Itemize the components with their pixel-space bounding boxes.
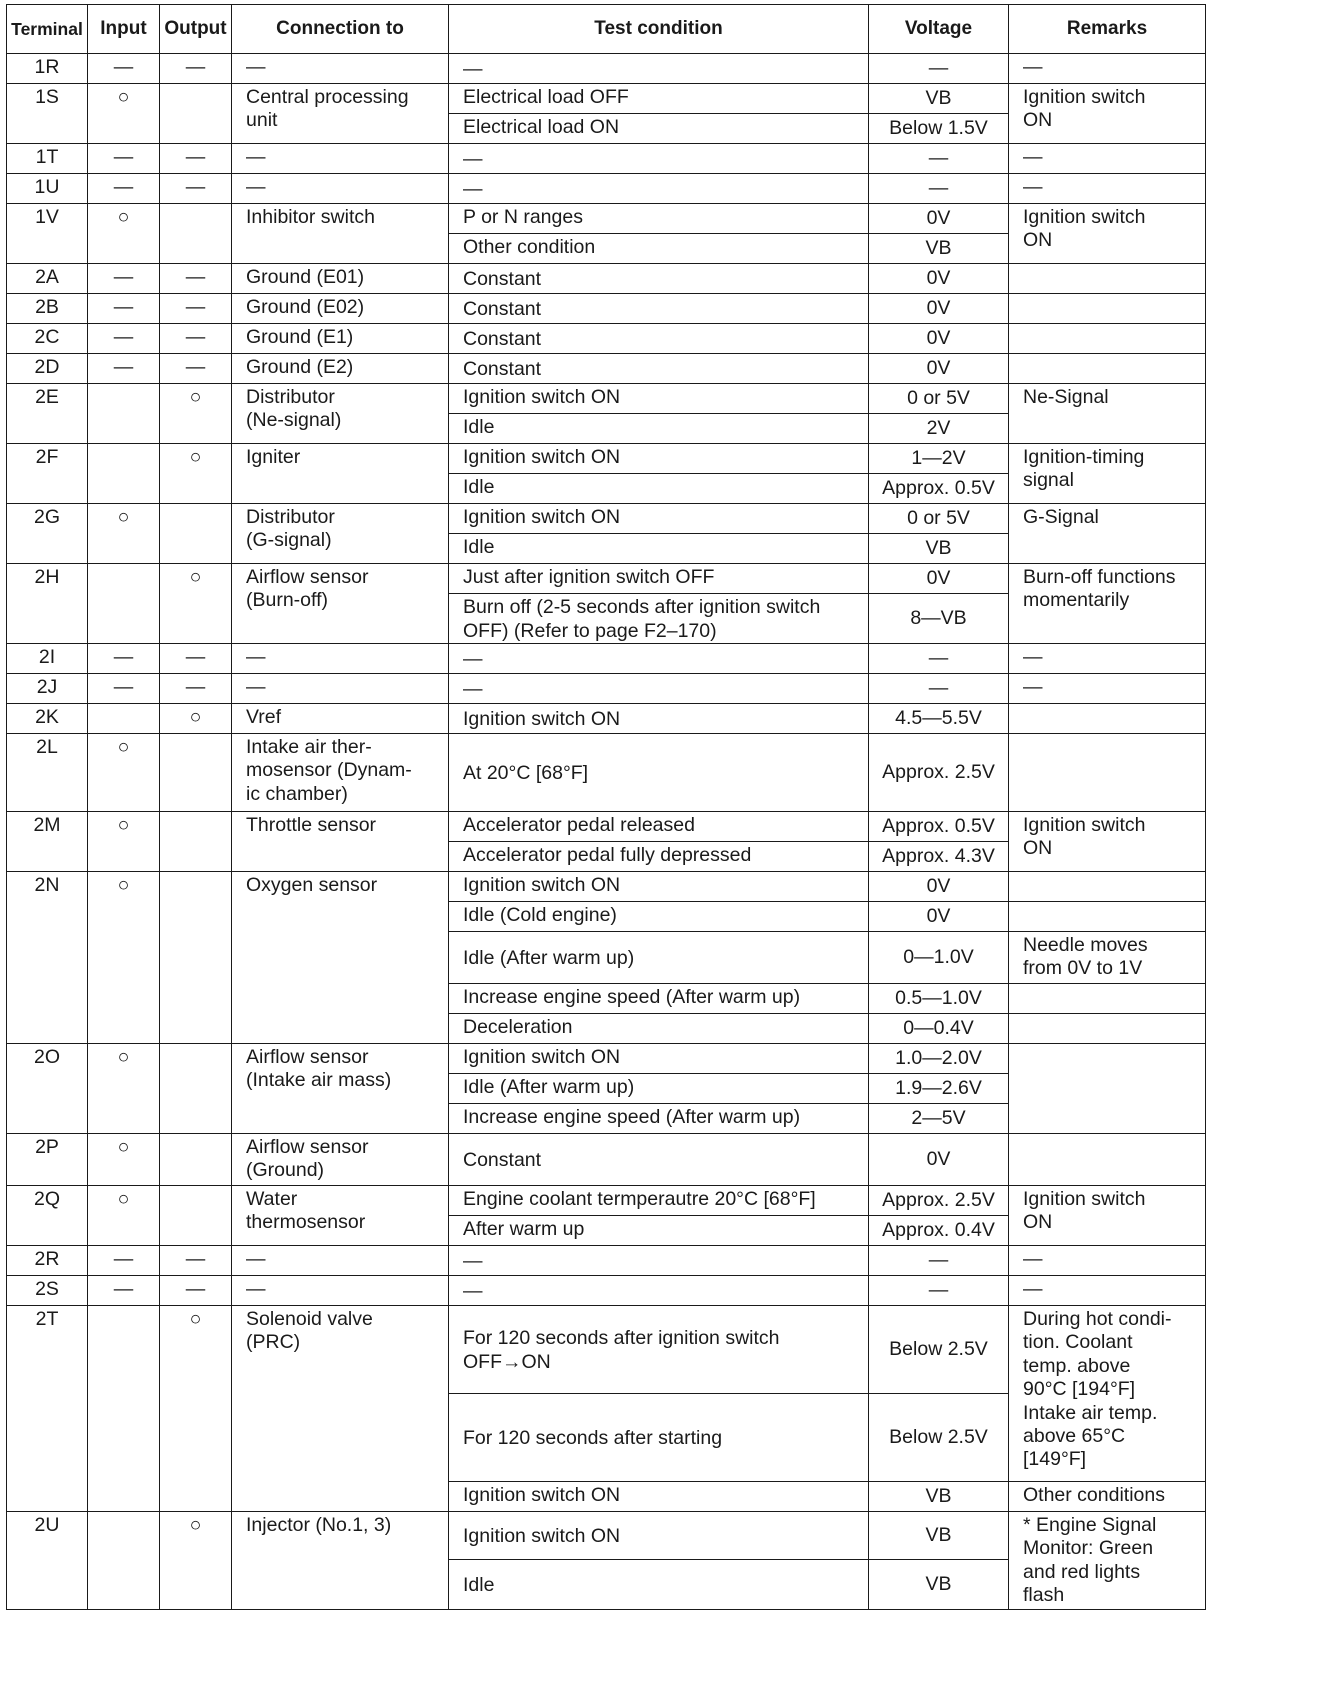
- voltage-cell: VB: [869, 1560, 1009, 1610]
- terminal-cell: 2J: [7, 674, 88, 704]
- table-row: [7, 1512, 1206, 1560]
- table-row: [7, 734, 1206, 812]
- table-row: [7, 1306, 1206, 1394]
- table-row: [7, 1246, 1206, 1276]
- remarks-cell: [1009, 734, 1206, 812]
- test-condition-cell: Ignition switch ON: [449, 504, 869, 534]
- connection-cell: Distributor (G-signal): [232, 504, 449, 564]
- voltage-cell: 0V: [869, 564, 1009, 594]
- input-mark: —: [88, 144, 160, 174]
- voltage-cell: 0V: [869, 264, 1009, 294]
- output-mark: ○: [160, 384, 232, 444]
- terminal-cell: 2O: [7, 1044, 88, 1134]
- terminal-cell: 2A: [7, 264, 88, 294]
- input-mark: —: [88, 674, 160, 704]
- voltage-cell: Approx. 4.3V: [869, 842, 1009, 872]
- input-mark: —: [88, 324, 160, 354]
- table-row: [7, 1276, 1206, 1306]
- remarks-cell: G-Signal: [1009, 504, 1206, 564]
- header-row: [7, 5, 1206, 54]
- remarks-cell: [1009, 984, 1206, 1014]
- test-condition-cell: —: [449, 174, 869, 204]
- test-condition-cell: Constant: [449, 1134, 869, 1186]
- input-mark: ○: [88, 872, 160, 1044]
- remarks-cell: Needle moves from 0V to 1V: [1009, 932, 1206, 984]
- voltage-cell: Below 1.5V: [869, 114, 1009, 144]
- voltage-cell: VB: [869, 534, 1009, 564]
- voltage-cell: 0V: [869, 1134, 1009, 1186]
- test-condition-cell: Ignition switch ON: [449, 872, 869, 902]
- test-condition-cell: Ignition switch ON: [449, 444, 869, 474]
- test-condition-cell: After warm up: [449, 1216, 869, 1246]
- test-condition-cell: —: [449, 1276, 869, 1306]
- connection-cell: Distributor (Ne-signal): [232, 384, 449, 444]
- test-condition-cell: Idle: [449, 474, 869, 504]
- voltage-cell: 0V: [869, 872, 1009, 902]
- connection-cell: Throttle sensor: [232, 812, 449, 872]
- test-condition-cell: —: [449, 144, 869, 174]
- remarks-cell: Other conditions: [1009, 1482, 1206, 1512]
- voltage-cell: 0.5—1.0V: [869, 984, 1009, 1014]
- remarks-cell: Ignition switch ON: [1009, 1186, 1206, 1246]
- output-mark: ○: [160, 444, 232, 504]
- terminal-cell: 2D: [7, 354, 88, 384]
- remarks-cell: —: [1009, 1276, 1206, 1306]
- remarks-cell: Ne-Signal: [1009, 384, 1206, 444]
- test-condition-cell: —: [449, 644, 869, 674]
- connection-cell: Igniter: [232, 444, 449, 504]
- test-condition-cell: Constant: [449, 324, 869, 354]
- connection-cell: Injector (No.1, 3): [232, 1512, 449, 1610]
- remarks-cell: [1009, 872, 1206, 902]
- voltage-cell: Below 2.5V: [869, 1394, 1009, 1482]
- table-row: [7, 204, 1206, 234]
- voltage-cell: VB: [869, 84, 1009, 114]
- output-mark: —: [160, 1246, 232, 1276]
- input-mark: —: [88, 354, 160, 384]
- terminal-cell: 2P: [7, 1134, 88, 1186]
- terminal-cell: 2M: [7, 812, 88, 872]
- remarks-cell: —: [1009, 144, 1206, 174]
- test-condition-cell: Ignition switch ON: [449, 1044, 869, 1074]
- voltage-cell: 0V: [869, 902, 1009, 932]
- table-row: [7, 644, 1206, 674]
- remarks-cell: —: [1009, 54, 1206, 84]
- voltage-cell: 1—2V: [869, 444, 1009, 474]
- connection-cell: Airflow sensor (Burn-off): [232, 564, 449, 644]
- table-row: [7, 174, 1206, 204]
- remarks-cell: During hot condi- tion. Coolant temp. above 90°C [194°F] Intake air temp. above 65°C [149°F]: [1009, 1306, 1206, 1482]
- voltage-cell: 0 or 5V: [869, 504, 1009, 534]
- connection-cell: Vref: [232, 704, 449, 734]
- terminal-cell: 1S: [7, 84, 88, 144]
- remarks-cell: Ignition-timing signal: [1009, 444, 1206, 504]
- remarks-cell: [1009, 264, 1206, 294]
- output-mark: —: [160, 644, 232, 674]
- output-mark: [160, 1044, 232, 1134]
- input-mark: ○: [88, 1134, 160, 1186]
- table-row: [7, 144, 1206, 174]
- terminal-cell: 1U: [7, 174, 88, 204]
- remarks-cell: Ignition switch ON: [1009, 204, 1206, 264]
- output-mark: —: [160, 354, 232, 384]
- test-condition-cell: Increase engine speed (After warm up): [449, 984, 869, 1014]
- output-mark: [160, 84, 232, 144]
- voltage-cell: 0—0.4V: [869, 1014, 1009, 1044]
- voltage-cell: 2—5V: [869, 1104, 1009, 1134]
- voltage-cell: 8—VB: [869, 594, 1009, 644]
- table-row: [7, 324, 1206, 354]
- connection-cell: —: [232, 1276, 449, 1306]
- test-condition-cell: At 20°C [68°F]: [449, 734, 869, 812]
- input-mark: —: [88, 1246, 160, 1276]
- remarks-cell: —: [1009, 674, 1206, 704]
- output-mark: ○: [160, 1512, 232, 1610]
- input-mark: ○: [88, 1044, 160, 1134]
- output-mark: [160, 812, 232, 872]
- table-row: [7, 872, 1206, 902]
- header-terminal: Terminal: [7, 5, 88, 54]
- input-mark: ○: [88, 1186, 160, 1246]
- connection-cell: Central processing unit: [232, 84, 449, 144]
- voltage-cell: 0 or 5V: [869, 384, 1009, 414]
- voltage-cell: —: [869, 1276, 1009, 1306]
- table-body: [7, 54, 1206, 1610]
- input-mark: ○: [88, 812, 160, 872]
- output-mark: ○: [160, 1306, 232, 1512]
- remarks-cell: [1009, 1134, 1206, 1186]
- voltage-cell: Approx. 2.5V: [869, 734, 1009, 812]
- voltage-cell: —: [869, 174, 1009, 204]
- connection-cell: —: [232, 644, 449, 674]
- test-condition-cell: Idle: [449, 534, 869, 564]
- output-mark: [160, 1134, 232, 1186]
- table-row: [7, 1186, 1206, 1216]
- connection-cell: —: [232, 144, 449, 174]
- table-row: [7, 674, 1206, 704]
- terminal-cell: 2R: [7, 1246, 88, 1276]
- input-mark: ○: [88, 504, 160, 564]
- test-condition-cell: Ignition switch ON: [449, 384, 869, 414]
- header-output: Output: [160, 5, 232, 54]
- voltage-cell: 0—1.0V: [869, 932, 1009, 984]
- remarks-cell: [1009, 354, 1206, 384]
- test-condition-cell: Constant: [449, 294, 869, 324]
- output-mark: [160, 1186, 232, 1246]
- voltage-cell: 0V: [869, 324, 1009, 354]
- test-condition-cell: Ignition switch ON: [449, 1512, 869, 1560]
- voltage-cell: 1.9—2.6V: [869, 1074, 1009, 1104]
- input-mark: —: [88, 264, 160, 294]
- voltage-cell: 4.5—5.5V: [869, 704, 1009, 734]
- voltage-cell: Approx. 0.5V: [869, 812, 1009, 842]
- header-input: Input: [88, 5, 160, 54]
- test-condition-cell: For 120 seconds after ignition switch OFF→ON: [449, 1306, 869, 1394]
- table-row: [7, 294, 1206, 324]
- output-mark: —: [160, 174, 232, 204]
- header-voltage: Voltage: [869, 5, 1009, 54]
- voltage-cell: —: [869, 674, 1009, 704]
- remarks-cell: Burn-off functions momentarily: [1009, 564, 1206, 644]
- voltage-cell: VB: [869, 1512, 1009, 1560]
- remarks-cell: Ignition switch ON: [1009, 812, 1206, 872]
- terminal-cell: 2H: [7, 564, 88, 644]
- voltage-cell: —: [869, 144, 1009, 174]
- test-condition-cell: Idle: [449, 414, 869, 444]
- voltage-cell: —: [869, 1246, 1009, 1276]
- voltage-cell: VB: [869, 1482, 1009, 1512]
- terminal-cell: 1T: [7, 144, 88, 174]
- header-remarks: Remarks: [1009, 5, 1206, 54]
- input-mark: —: [88, 54, 160, 84]
- remarks-cell: [1009, 294, 1206, 324]
- output-mark: —: [160, 294, 232, 324]
- input-mark: [88, 444, 160, 504]
- test-condition-cell: Burn off (2-5 seconds after ignition switch OFF) (Refer to page F2–170): [449, 594, 869, 644]
- input-mark: [88, 1512, 160, 1610]
- table-row: [7, 504, 1206, 534]
- connection-cell: Ground (E01): [232, 264, 449, 294]
- remarks-cell: Ignition switch ON: [1009, 84, 1206, 144]
- test-condition-cell: P or N ranges: [449, 204, 869, 234]
- remarks-cell: —: [1009, 174, 1206, 204]
- terminal-cell: 2G: [7, 504, 88, 564]
- voltage-cell: —: [869, 644, 1009, 674]
- terminal-cell: 1R: [7, 54, 88, 84]
- remarks-cell: [1009, 1014, 1206, 1044]
- voltage-cell: 0V: [869, 294, 1009, 324]
- connection-cell: Ground (E2): [232, 354, 449, 384]
- input-mark: [88, 704, 160, 734]
- input-mark: ○: [88, 734, 160, 812]
- table-row: [7, 704, 1206, 734]
- test-condition-cell: For 120 seconds after starting: [449, 1394, 869, 1482]
- table-row: [7, 564, 1206, 594]
- output-mark: —: [160, 674, 232, 704]
- test-condition-cell: Ignition switch ON: [449, 1482, 869, 1512]
- voltage-cell: Approx. 2.5V: [869, 1186, 1009, 1216]
- remarks-cell: [1009, 902, 1206, 932]
- voltage-cell: Below 2.5V: [869, 1306, 1009, 1394]
- test-condition-cell: Electrical load ON: [449, 114, 869, 144]
- table-row: [7, 354, 1206, 384]
- connection-cell: Ground (E02): [232, 294, 449, 324]
- input-mark: ○: [88, 84, 160, 144]
- voltage-cell: 0V: [869, 204, 1009, 234]
- input-mark: ○: [88, 204, 160, 264]
- connection-cell: —: [232, 54, 449, 84]
- table-row: [7, 444, 1206, 474]
- terminal-cell: 2T: [7, 1306, 88, 1512]
- test-condition-cell: Ignition switch ON: [449, 704, 869, 734]
- connection-cell: —: [232, 1246, 449, 1276]
- input-mark: [88, 1306, 160, 1512]
- test-condition-cell: Just after ignition switch OFF: [449, 564, 869, 594]
- test-condition-cell: —: [449, 1246, 869, 1276]
- test-condition-cell: Deceleration: [449, 1014, 869, 1044]
- remarks-cell: [1009, 324, 1206, 354]
- voltage-cell: Approx. 0.4V: [869, 1216, 1009, 1246]
- terminal-cell: 2U: [7, 1512, 88, 1610]
- voltage-cell: 2V: [869, 414, 1009, 444]
- table-row: [7, 54, 1206, 84]
- remarks-cell: [1009, 704, 1206, 734]
- test-condition-cell: Constant: [449, 354, 869, 384]
- terminal-cell: 2Q: [7, 1186, 88, 1246]
- voltage-cell: 1.0—2.0V: [869, 1044, 1009, 1074]
- connection-cell: —: [232, 674, 449, 704]
- terminal-cell: 2L: [7, 734, 88, 812]
- table-row: [7, 84, 1206, 114]
- terminal-cell: 1V: [7, 204, 88, 264]
- test-condition-cell: Increase engine speed (After warm up): [449, 1104, 869, 1134]
- output-mark: ○: [160, 704, 232, 734]
- table-row: [7, 264, 1206, 294]
- voltage-cell: —: [869, 54, 1009, 84]
- test-condition-cell: Constant: [449, 264, 869, 294]
- connection-cell: Water thermosensor: [232, 1186, 449, 1246]
- voltage-cell: Approx. 0.5V: [869, 474, 1009, 504]
- terminal-cell: 2N: [7, 872, 88, 1044]
- remarks-cell: —: [1009, 644, 1206, 674]
- input-mark: —: [88, 294, 160, 324]
- test-condition-cell: Idle (After warm up): [449, 1074, 869, 1104]
- output-mark: ○: [160, 564, 232, 644]
- output-mark: —: [160, 264, 232, 294]
- table-row: [7, 1044, 1206, 1074]
- remarks-cell: [1009, 1044, 1206, 1134]
- output-mark: [160, 504, 232, 564]
- connection-cell: Oxygen sensor: [232, 872, 449, 1044]
- input-mark: [88, 384, 160, 444]
- connection-cell: Airflow sensor (Ground): [232, 1134, 449, 1186]
- test-condition-cell: —: [449, 54, 869, 84]
- test-condition-cell: Idle (Cold engine): [449, 902, 869, 932]
- terminal-cell: 2I: [7, 644, 88, 674]
- test-condition-cell: —: [449, 674, 869, 704]
- header-connection: Connection to: [232, 5, 449, 54]
- output-mark: —: [160, 324, 232, 354]
- remarks-cell: * Engine Signal Monitor: Green and red lights flash: [1009, 1512, 1206, 1610]
- test-condition-cell: Accelerator pedal released: [449, 812, 869, 842]
- output-mark: [160, 204, 232, 264]
- terminal-cell: 2B: [7, 294, 88, 324]
- input-mark: [88, 564, 160, 644]
- test-condition-cell: Engine coolant termperautre 20°C [68°F]: [449, 1186, 869, 1216]
- header-test-condition: Test condition: [449, 5, 869, 54]
- connection-cell: —: [232, 174, 449, 204]
- terminal-voltage-table: [6, 4, 1206, 1610]
- remarks-cell: —: [1009, 1246, 1206, 1276]
- test-condition-cell: Accelerator pedal fully depressed: [449, 842, 869, 872]
- test-condition-cell: Idle (After warm up): [449, 932, 869, 984]
- connection-cell: Airflow sensor (Intake air mass): [232, 1044, 449, 1134]
- connection-cell: Inhibitor switch: [232, 204, 449, 264]
- table-row: [7, 1134, 1206, 1186]
- test-condition-cell: Idle: [449, 1560, 869, 1610]
- output-mark: —: [160, 1276, 232, 1306]
- connection-cell: Ground (E1): [232, 324, 449, 354]
- input-mark: —: [88, 174, 160, 204]
- table-row: [7, 384, 1206, 414]
- terminal-cell: 2C: [7, 324, 88, 354]
- test-condition-cell: Electrical load OFF: [449, 84, 869, 114]
- output-mark: —: [160, 54, 232, 84]
- terminal-cell: 2S: [7, 1276, 88, 1306]
- connection-cell: Solenoid valve (PRC): [232, 1306, 449, 1512]
- test-condition-cell: Other condition: [449, 234, 869, 264]
- terminal-cell: 2F: [7, 444, 88, 504]
- input-mark: —: [88, 644, 160, 674]
- connection-cell: Intake air ther- mosensor (Dynam- ic chamber): [232, 734, 449, 812]
- voltage-cell: 0V: [869, 354, 1009, 384]
- output-mark: [160, 734, 232, 812]
- terminal-cell: 2K: [7, 704, 88, 734]
- output-mark: [160, 872, 232, 1044]
- output-mark: —: [160, 144, 232, 174]
- voltage-cell: VB: [869, 234, 1009, 264]
- terminal-cell: 2E: [7, 384, 88, 444]
- table-row: [7, 812, 1206, 842]
- input-mark: —: [88, 1276, 160, 1306]
